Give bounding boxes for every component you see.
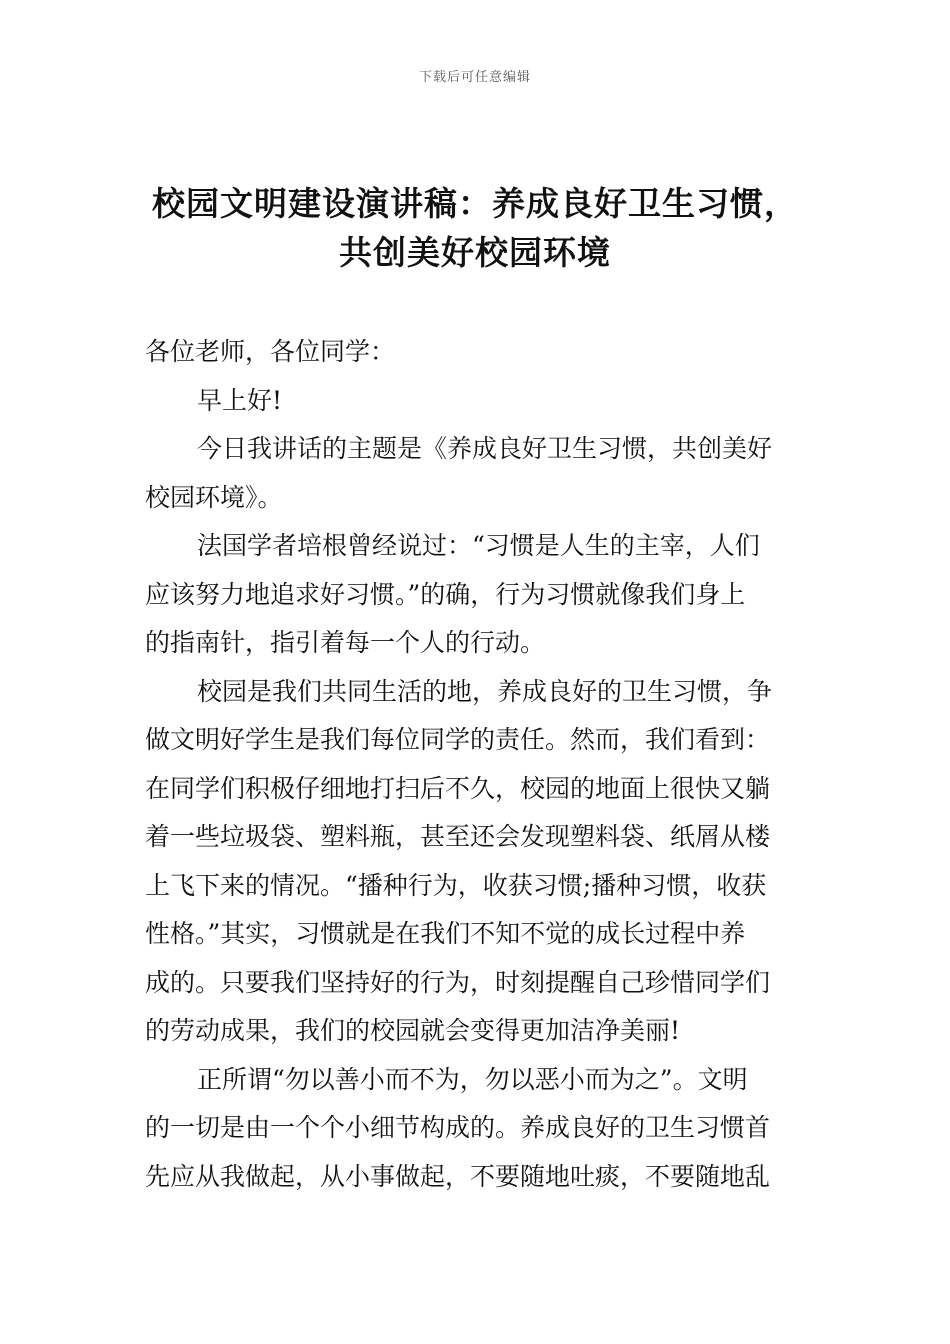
- paragraph-line: 性格。”其实，习惯就是在我们不知不觉的成长过程中养: [145, 919, 746, 948]
- paragraph-line: 上飞下来的情况。“播种行为，收获习惯;播种习惯，收获: [145, 870, 767, 900]
- paragraph-line: 应该努力地追求好习惯。”的确，行为习惯就像我们身上: [145, 579, 746, 609]
- paragraph-line: 校园环境》。: [145, 482, 283, 512]
- page-header: 下载后可任意编辑: [418, 70, 531, 85]
- paragraph-line: 法国学者培根曾经说过：“习惯是人生的主宰，人们: [197, 531, 760, 560]
- paragraph-line: 在同学们积极仔细地打扫后不久，校园的地面上很快又躺: [145, 773, 771, 803]
- greeting-line: 早上好!: [197, 385, 283, 415]
- title-line-1: 校园文明建设演讲稿：养成良好卫生习惯，: [152, 184, 798, 223]
- salutation-line: 各位老师，各位同学：: [145, 337, 396, 366]
- document-title: [140, 178, 810, 275]
- paragraph-line: 的一切是由一个个小细节构成的。养成良好的卫生习惯首: [145, 1113, 771, 1142]
- paragraph-line: 做文明好学生是我们每位同学的责任。然而，我们看到：: [145, 725, 771, 754]
- title-line-2: 共创美好校园环境: [339, 232, 611, 272]
- paragraph-line: 校园是我们共同生活的地，养成良好的卫生习惯，争: [197, 676, 773, 706]
- document-body: [145, 328, 807, 1201]
- paragraph-line: 先应从我做起，从小事做起，不要随地吐痰，不要随地乱: [145, 1161, 771, 1191]
- paragraph-line: 成的。只要我们坚持好的行为，时刻提醒自己珍惜同学们: [145, 967, 771, 997]
- paragraph-line: 正所谓“勿以善小而不为，勿以恶小而为之”。文明: [197, 1064, 748, 1094]
- paragraph-line: 着一些垃圾袋、塑料瓶，甚至还会发现塑料袋、纸屑从楼: [145, 822, 771, 851]
- paragraph-line: 的指南针，指引着每一个人的行动。: [145, 628, 546, 657]
- paragraph-line: 的劳动成果，我们的校园就会变得更加洁净美丽!: [145, 1016, 681, 1045]
- paragraph-line: 今日我讲话的主题是《养成良好卫生习惯，共创美好: [197, 434, 773, 463]
